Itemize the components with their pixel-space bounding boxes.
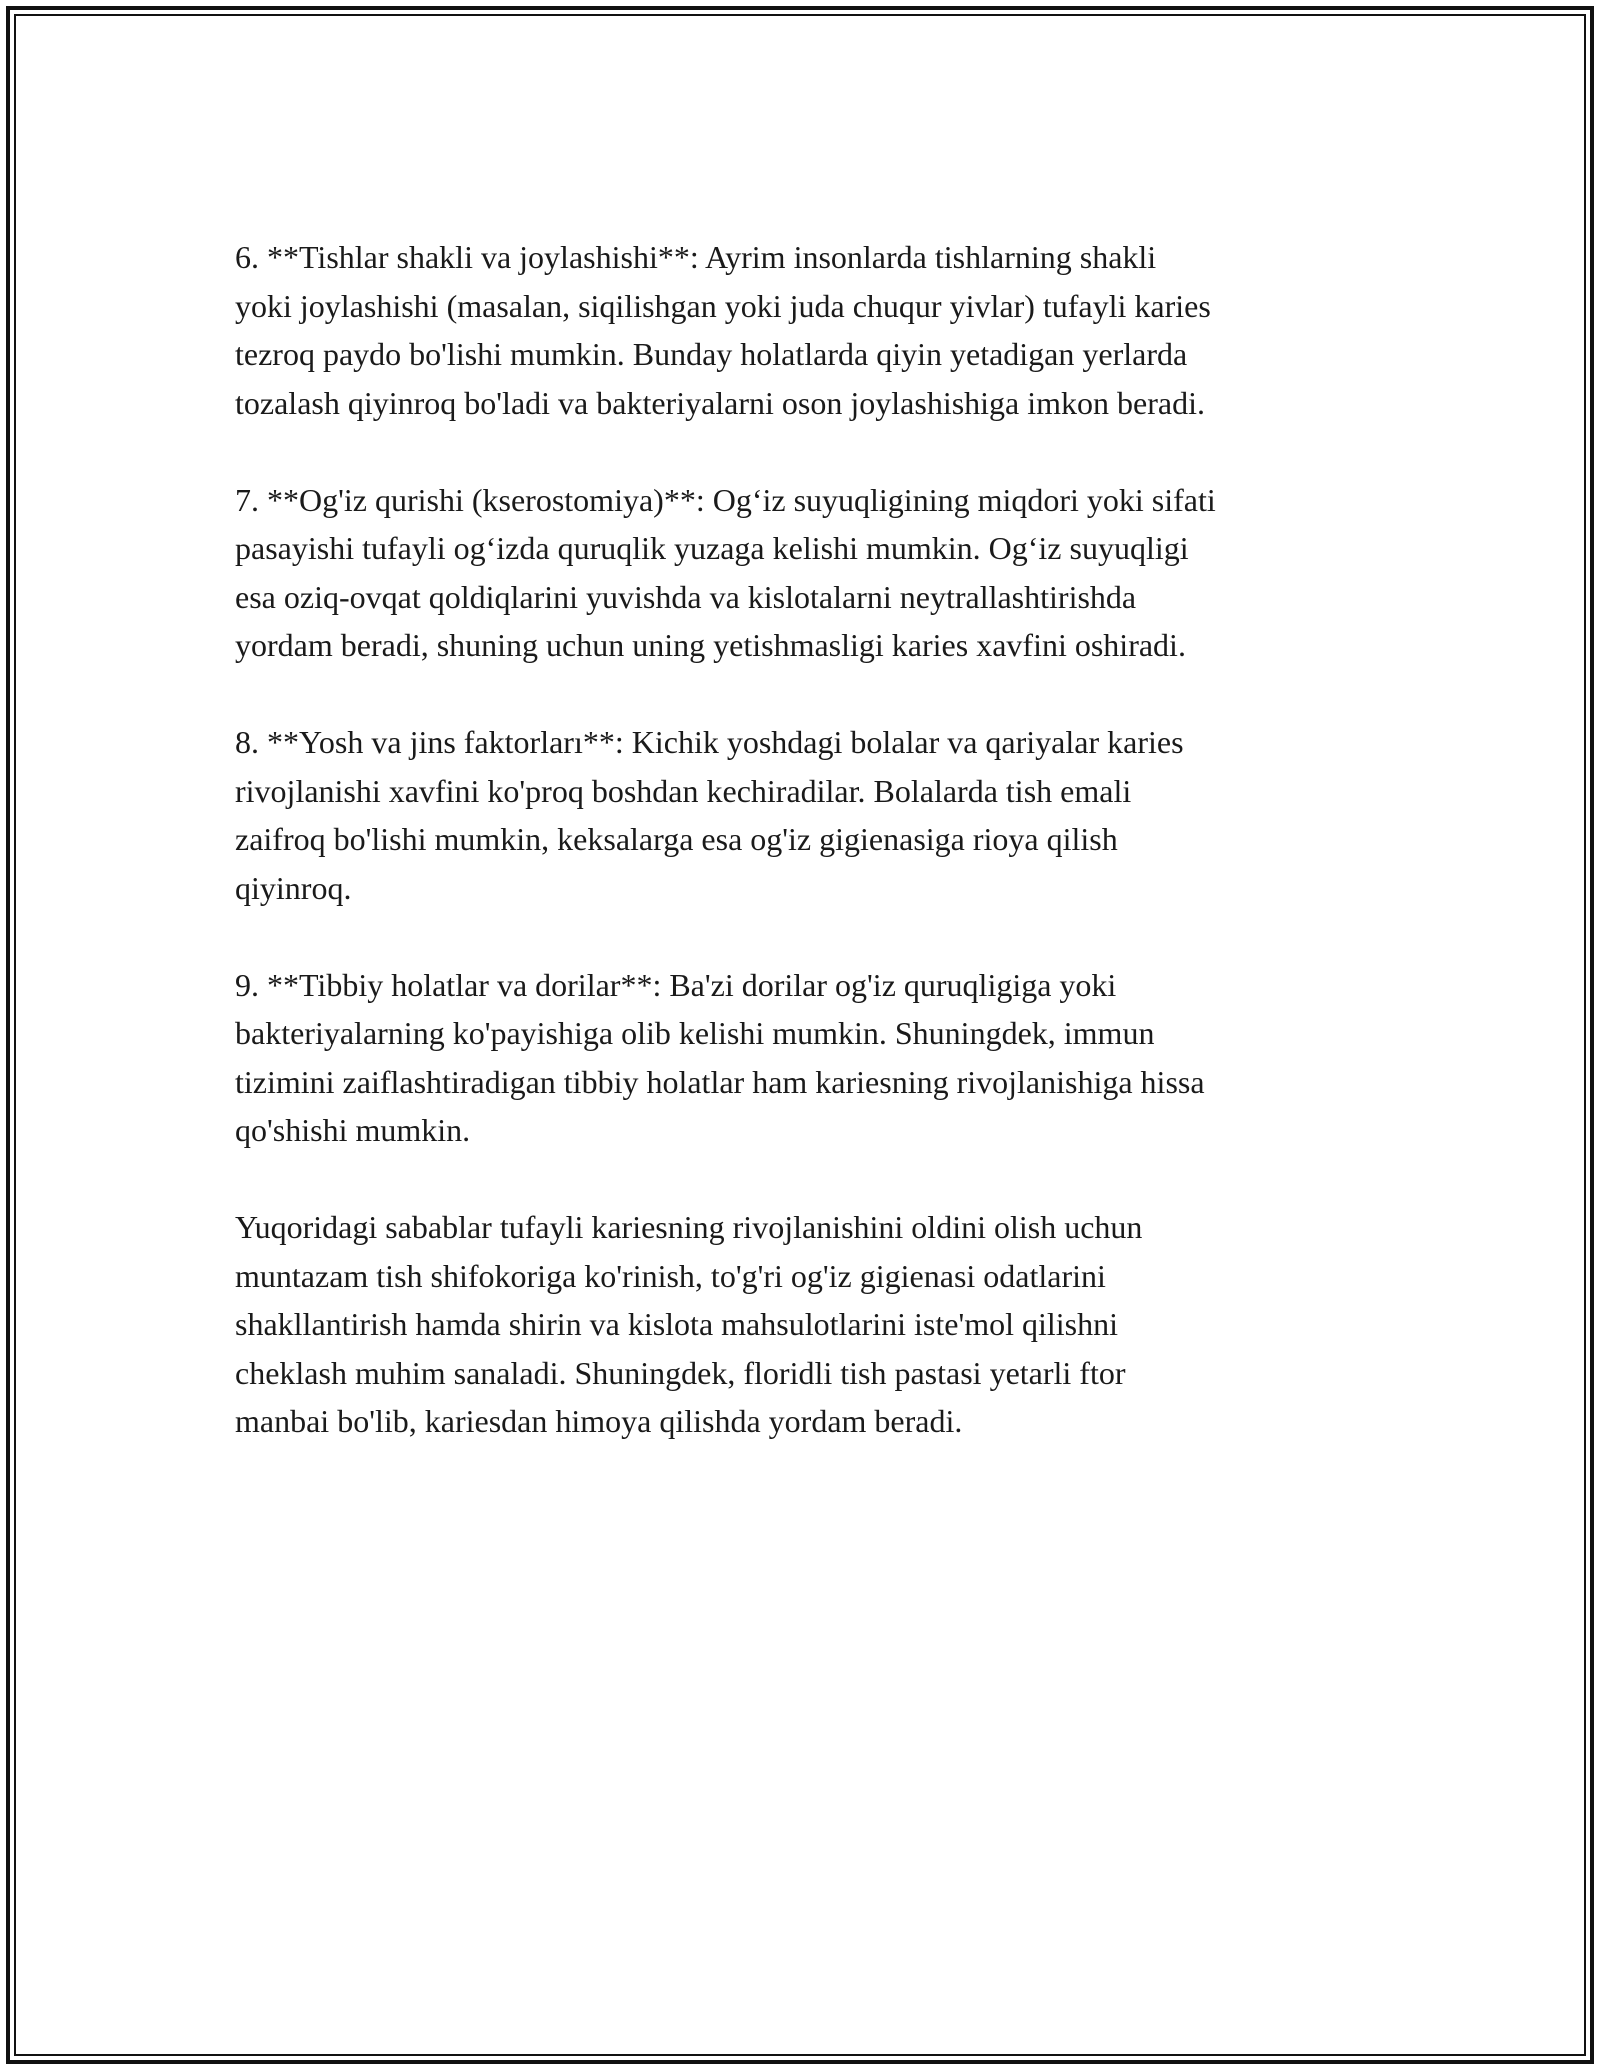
document-body (235, 233, 1375, 1494)
text-line: tozalash qiyinroq bo'ladi va bakteriyalarni oson joylashishiga imkon beradi. (235, 384, 1205, 421)
paragraph-item-6 (235, 233, 1375, 427)
text-line: zaifroq bo'lishi mumkin, keksalarga esa og'iz gigienasiga rioya qilish (235, 821, 1118, 857)
text-line: qiyinroq. (235, 869, 352, 906)
paragraph-item-9 (235, 961, 1375, 1155)
text-line: yordam beradi, shuning uchun uning yetishmasligi karies xavfini oshiradi. (235, 627, 1186, 663)
text-line: cheklash muhim sanaladi. Shuningdek, floridli tish pastasi yetarli ftor (235, 1354, 1126, 1391)
text-line: tizimini zaiflashtiradigan tibbiy holatlar ham kariesning rivojlanishiga hissa (235, 1063, 1205, 1100)
text-line: bakteriyalarning ko'payishiga olib kelishi mumkin. Shuningdek, immun (235, 1015, 1155, 1051)
text-line: 7. **Og'iz qurishi (kserostomiya)**: Og‘iz suyuqligining miqdori yoki sifati (235, 481, 1216, 518)
text-line: 6. **Tishlar shakli va joylashishi**: Ayrim insonlarda tishlarning shakli (235, 239, 1157, 275)
text-line: manbai bo'lib, kariesdan himoya qilishda yordam beradi. (235, 1403, 963, 1439)
text-line: shakllantirish hamda shirin va kislota mahsulotlarini iste'mol qilishni (235, 1306, 1118, 1342)
text-line: pasayishi tufayli og‘izda quruqlik yuzaga kelishi mumkin. Og‘iz suyuqligi (235, 530, 1189, 566)
text-line: esa oziq-ovqat qoldiqlarini yuvishda va kislotalarni neytrallashtirishda (235, 578, 1137, 615)
text-line: 8. **Yosh va jins faktorları**: Kichik yoshdagi bolalar va qariyalar karies (235, 724, 1184, 760)
paragraph-conclusion (235, 1203, 1375, 1446)
text-line: qo'shishi mumkin. (235, 1112, 471, 1148)
text-line: yoki joylashishi (masalan, siqilishgan yoki juda chuqur yivlar) tufayli karies (235, 287, 1211, 324)
paragraph-item-7 (235, 476, 1375, 670)
text-line: tezroq paydo bo'lishi mumkin. Bunday holatlarda qiyin yetadigan yerlarda (235, 336, 1188, 372)
paragraph-item-8 (235, 718, 1375, 912)
text-line: rivojlanishi xavfini ko'proq boshdan kechiradilar. Bolalarda tish emali (235, 772, 1132, 809)
text-line: Yuqoridagi sabablar tufayli kariesning rivojlanishini oldini olish uchun (235, 1209, 1143, 1245)
text-line: 9. **Tibbiy holatlar va dorilar**: Ba'zi dorilar og'iz quruqligiga yoki (235, 966, 1117, 1003)
text-line: muntazam tish shifokoriga ko'rinish, to'g'ri og'iz gigienasi odatlarini (235, 1257, 1106, 1294)
